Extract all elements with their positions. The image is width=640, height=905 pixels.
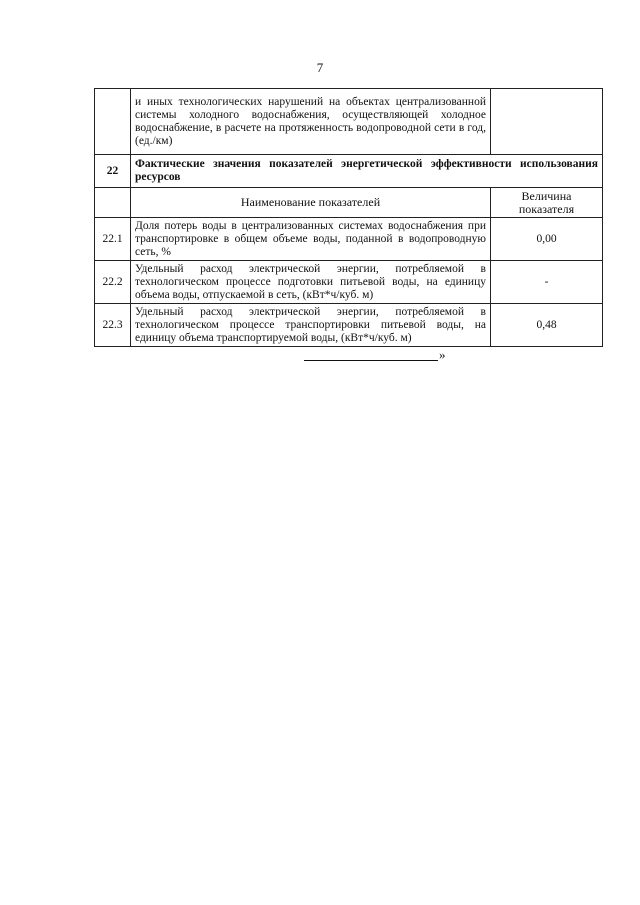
row-value: - (491, 261, 603, 304)
table-row (95, 304, 603, 347)
section-row (95, 155, 603, 188)
continuation-row-number (95, 89, 131, 155)
indicators-table (94, 88, 603, 347)
row-text: Удельный расход электрической энергии, потребляемой в технологическом процессе подготовки питьевой воды, на единицу объема воды, отпускаемой в сеть, (кВт*ч/куб. м) (131, 261, 491, 304)
continuation-row-text: и иных технологических нарушений на объектах централизованной системы холодного водоснабжения, осуществляющей холодное водоснабжение, в расчете на протяженность водопроводной сети в год, (ед./км) (131, 89, 491, 155)
row-number: 22.2 (95, 261, 131, 304)
continuation-row (95, 89, 603, 155)
header-name-label: Наименование показателей (131, 188, 491, 218)
row-number: 22.1 (95, 218, 131, 261)
closing-mark (304, 348, 446, 361)
row-value: 0,00 (491, 218, 603, 261)
row-text: Удельный расход электрической энергии, потребляемой в технологическом процессе транспортировки питьевой воды, на единицу объема транспортируемой воды, (кВт*ч/куб. м) (131, 304, 491, 347)
header-number-cell (95, 188, 131, 218)
closing-underline (304, 348, 438, 361)
closing-quote: » (439, 347, 446, 362)
table-row (95, 218, 603, 261)
row-value: 0,48 (491, 304, 603, 347)
row-text: Доля потерь воды в централизованных системах водоснабжения при транспортировке в общем объеме воды, поданной в водопроводную сеть, % (131, 218, 491, 261)
continuation-row-value (491, 89, 603, 155)
section-title: Фактические значения показателей энергетической эффективности использования ресурсов (131, 155, 603, 188)
table-row (95, 261, 603, 304)
page-number: 7 (316, 60, 324, 75)
header-value-label: Величина показателя (491, 188, 603, 218)
row-number: 22.3 (95, 304, 131, 347)
header-row (95, 188, 603, 218)
section-number: 22 (95, 155, 131, 188)
